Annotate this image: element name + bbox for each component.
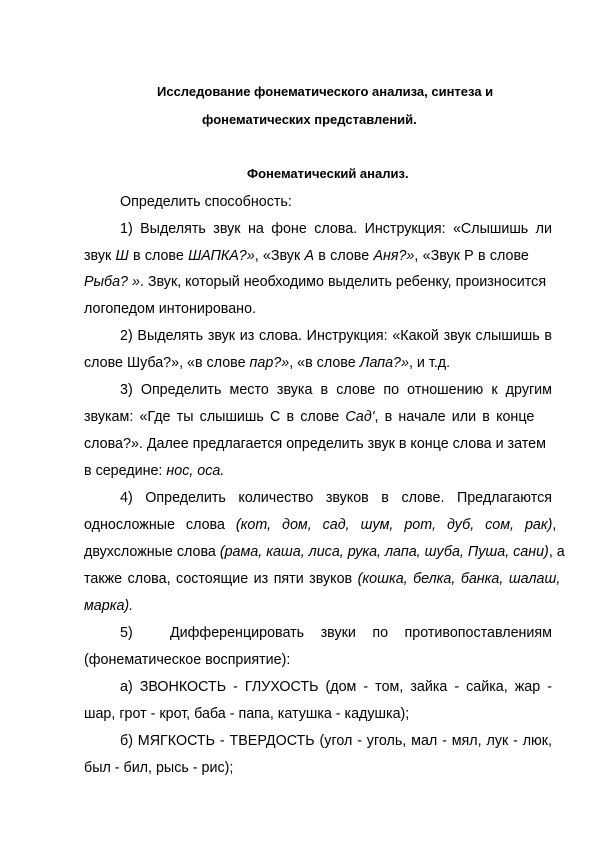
- text-span: в слове: [128, 248, 189, 264]
- italic-span: Аня?»: [373, 248, 415, 264]
- item3-line4: [84, 463, 224, 480]
- text-span: , и т.д.: [408, 355, 451, 371]
- item5-number: 5): [120, 625, 133, 641]
- text-span: двухсложные слова: [84, 544, 220, 560]
- item5-a-line1: а) ЗВОНКОСТЬ - ГЛУХОСТЬ (дом - том, зайка - сайка, жар -: [120, 679, 552, 695]
- text-span: ,: [552, 517, 557, 533]
- item3-line1: 3) Определить место звука в слове по отношению к другим: [120, 382, 552, 398]
- item5-line1: Дифференцировать звуки по противопоставлениям: [170, 625, 552, 641]
- text-span: звук: [84, 248, 116, 264]
- text-span: также слова, состоящие из пяти звуков: [84, 571, 358, 587]
- item5-b-line2: был - бил, рысь - рис);: [84, 760, 234, 776]
- item4-line1: 4) Определить количество звуков в слове. Предлагаются: [120, 490, 552, 506]
- italic-span: Ш: [115, 248, 129, 264]
- italic-span: Рыба? »: [84, 274, 140, 290]
- text-span: в середине:: [84, 463, 167, 479]
- item1-line1: 1) Выделять звук на фоне слова. Инструкция: «Слышишь ли: [120, 221, 552, 237]
- text-span: односложные слова: [84, 517, 236, 533]
- item5-line2: (фонематическое восприятие):: [84, 652, 291, 668]
- item2-line1: 2) Выделять звук из слова. Инструкция: «Какой звук слышишь в: [120, 328, 552, 344]
- item3-line3: слова?». Далее предлагается определить звук в конце слова и затем: [84, 436, 546, 452]
- text-span: , «Звук: [254, 248, 305, 264]
- item5-b-line1: б) МЯГКОСТЬ - ТВЕРДОСТЬ (угол - уголь, мал - мял, лук - люк,: [120, 733, 552, 749]
- italic-span: А: [304, 248, 315, 264]
- italic-span: нос, оса.: [166, 463, 225, 479]
- italic-span: Сад': [345, 409, 375, 425]
- intro-text: Определить способность:: [120, 194, 292, 210]
- item3-line2: [84, 409, 552, 426]
- item4-line5: марка).: [84, 598, 134, 614]
- text-span: в слове: [314, 248, 374, 264]
- item1-line2: [84, 248, 552, 265]
- title-line-1: Исследование фонематического анализа, синтеза и: [157, 84, 494, 99]
- text-span: слове Шуба?», «в слове: [84, 355, 250, 371]
- text-span: звукам: «Где ты слышишь С в слове: [84, 409, 346, 425]
- italic-span: пар?»: [249, 355, 290, 371]
- item5-a-line2: шар, грот - крот, баба - папа, катушка - кадушка);: [84, 706, 410, 722]
- item1-line3: [84, 274, 546, 291]
- text-span: , а: [548, 544, 565, 560]
- text-span: . Звук, который необходимо выделить ребенку, произносится: [139, 274, 547, 290]
- italic-span: (кот, дом, сад, шум, рот, дуб, сом, рак): [235, 517, 553, 533]
- item1-line4: логопедом интонировано.: [84, 301, 256, 317]
- item4-line2: [84, 517, 557, 534]
- italic-span: Лапа?»: [359, 355, 409, 371]
- title-line-2: фонематических представлений.: [202, 112, 417, 127]
- item4-line4: [84, 571, 560, 588]
- italic-span: ШАПКА?»: [188, 248, 255, 264]
- item4-line3: [84, 544, 565, 561]
- subheading: Фонематический анализ.: [247, 166, 409, 181]
- item2-line2: [84, 355, 450, 372]
- text-span: , «Звук Р в слове: [414, 248, 529, 264]
- text-span: , в начале или в конце: [374, 409, 535, 425]
- italic-span: (кошка, белка, банка, шалаш,: [357, 571, 561, 587]
- italic-span: (рама, каша, лиса, рука, лапа, шуба, Пуша, сани): [219, 544, 549, 560]
- text-span: , «в слове: [289, 355, 360, 371]
